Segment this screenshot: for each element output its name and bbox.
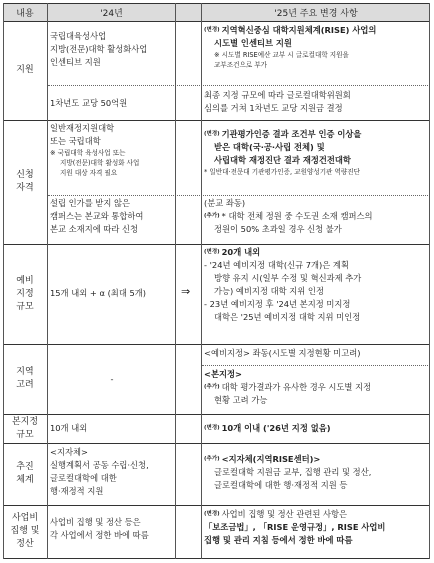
support-2024-amount: 1차년도 교당 50억원 [50, 98, 128, 108]
header-2025: '25년 주요 변경 사항 [202, 3, 430, 21]
eligibility-2024: 일반재정지원대학 또는 국립대학 ※ 국립대학 육성사업 또는 지방(전문)대학 활성화 사업 지원 대상 자격 필요 [50, 123, 140, 177]
support-2025-rise: $^{(변경)}$ 지역혁신중심 대학지원체계(RISE) 사업의 시도별 인센티브 지원 ※ 시도별 RISE예산 교부 시 글로컬대학 지원을 교부조건으로 부가 [204, 25, 377, 69]
comparison-table [3, 3, 430, 559]
category-prelim: 예비 지정 규모 [16, 275, 34, 312]
eligibility-2025-campus: (분교 좌동) $^{(추가)}$ * 대학 전체 정원 중 수도권 소재 캠퍼스의 정원이 50% 초과일 경우 신청 불가 [204, 198, 373, 234]
category-system: 추진 체계 [16, 462, 34, 485]
budget-2024: 사업비 집행 및 정산 등은 각 사업에서 정한 바에 따름 [50, 517, 149, 540]
eligibility-2025: $^{(변경)}$ 기관평가인증 결과 조건부 인증 이상을 받은 대학(국·공·사립 전체) 및 사립대학 재정진단 결과 재정건전대학 * 일반대·전문대 기관평가인증, 교원양성기관 역량진단 [204, 129, 362, 176]
header-category: 내용 [3, 3, 47, 21]
category-budget: 사업비 집행 및 정산 [10, 513, 40, 549]
category-eligibility: 신청 자격 [16, 170, 34, 193]
region-2025-prelim: <예비지정> 좌동(시도별 지정현황 미고려) [204, 348, 361, 358]
arrow-icon: ⇒ [181, 285, 191, 298]
support-2024-programs: 국립대육성사업 지방(전문)대학 활성화사업 인센티브 지원 [50, 31, 148, 67]
category-main: 본지정 규모 [11, 416, 39, 440]
prelim-2024: 15개 내외 + α (최대 5개) [50, 288, 147, 298]
header-2024: '24년 [48, 3, 175, 21]
prelim-2025: $^{(변경)}$ 20개 내외 - '24년 예비지정 대학(신규 7개)은 계획 방향 유지 시(일부 수정 및 혁신과제 추가 가능) 예비지정 대학 지위 인정 - 23년 예비지정 후 '24년 본지정 미지정 대학은 '25년 예비지정 대학 지위 미인정 [204, 247, 362, 322]
region-2024: - [110, 374, 114, 384]
budget-2025: $^{(변경)}$ 사업비 집행 및 정산 관련된 사항은 「보조금법」, 「RISE 운영규정」, RISE 사업비 집행 및 관리 지침 등에서 정한 바에 따름 [204, 509, 386, 545]
header-spacer [176, 3, 201, 21]
main-2024: 10개 내외 [50, 423, 88, 433]
category-support: 지원 [16, 65, 34, 75]
category-region: 지역 고려 [16, 367, 34, 390]
support-2025-amount: 최종 지정 규모에 따라 글로컬대학위원회 심의를 거쳐 1차년도 교당 지원금 결정 [204, 90, 351, 113]
eligibility-2024-campus: 설립 인가를 받지 않은 캠퍼스는 본교와 통합하여 본교 소재지에 따라 신청 [50, 198, 144, 234]
system-2024: <지자체> 실행계획서 공동 수립·신청, 글로컬대학에 대한 행·재정적 지원 [50, 447, 149, 496]
main-2025: $^{(변경)}$ 10개 이내 ('26년 지정 없음) [204, 423, 331, 433]
system-2025: $^{(추가)}$ <지자체(지역RISE센터)> 글로컬대학 지원금 교부, 집행 관리 및 정산, 글로컬대학에 대한 행·재정적 지원 등 [204, 454, 372, 490]
region-2025-main: <본지정> $^{(추가)}$ 대학 평가결과가 유사한 경우 시도별 지정 현황 고려 가능 [204, 369, 372, 405]
